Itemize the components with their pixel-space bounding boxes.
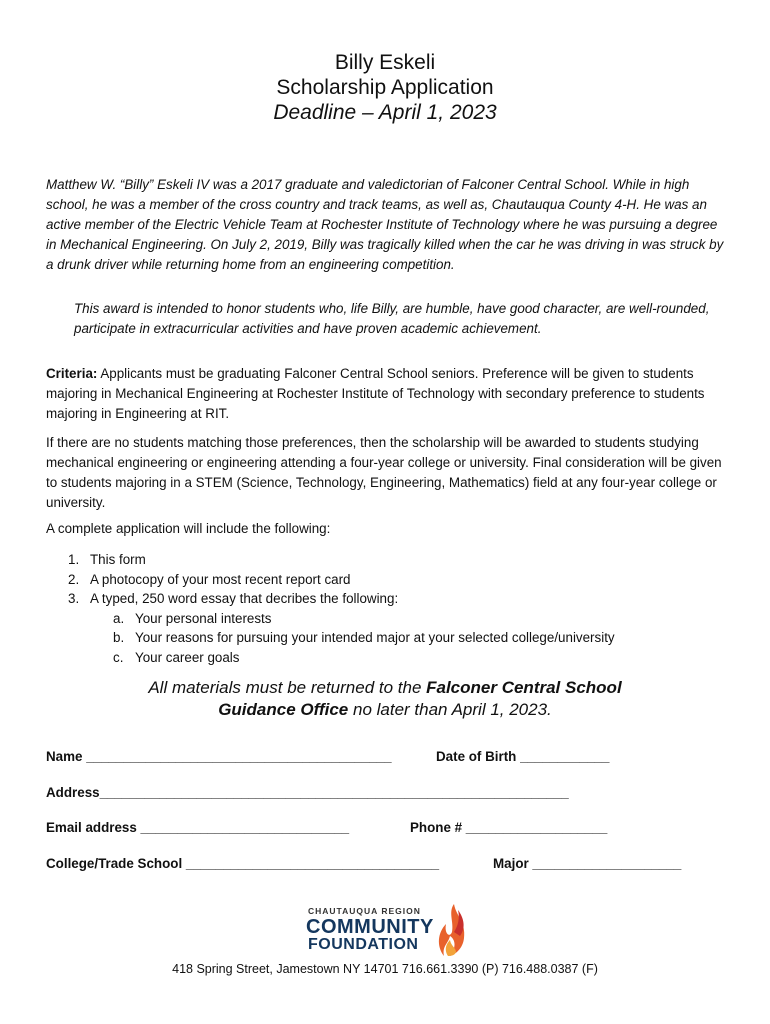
email-field[interactable]: Email address ____________________________ bbox=[46, 820, 350, 835]
sublist-text: Your reasons for pursuing your intended major at your selected college/university bbox=[135, 630, 615, 645]
criteria-paragraph bbox=[46, 364, 726, 424]
complete-intro: A complete application will include the following: bbox=[46, 521, 331, 536]
list-item bbox=[68, 550, 615, 570]
criteria-label: Criteria: bbox=[46, 366, 98, 381]
list-text: This form bbox=[90, 552, 146, 567]
award-paragraph: This award is intended to honor students who, life Billy, are humble, have good character, are well-rounded, participate in extracurricular activities and have proven academic achievement. bbox=[74, 301, 710, 336]
logo-foundation: FOUNDATION bbox=[308, 936, 419, 953]
notice-part2: no later than April 1, 2023. bbox=[348, 700, 552, 719]
notice-part1: All materials must be returned to the bbox=[148, 678, 427, 697]
sublist-letter: c. bbox=[113, 649, 124, 665]
sublist-item bbox=[68, 648, 615, 668]
sublist-letter: a. bbox=[113, 610, 125, 626]
return-notice bbox=[0, 677, 770, 721]
name-field[interactable]: Name _________________________________________ bbox=[46, 749, 392, 764]
requirements-list bbox=[68, 550, 615, 667]
sublist-text: Your career goals bbox=[135, 649, 240, 665]
header-deadline: Deadline – April 1, 2023 bbox=[273, 101, 497, 124]
header-title: Scholarship Application bbox=[276, 76, 494, 99]
sublist-item bbox=[68, 628, 615, 648]
notice-school: Falconer Central School bbox=[426, 678, 622, 697]
flame-icon bbox=[434, 902, 468, 958]
dob-field[interactable]: Date of Birth ____________ bbox=[436, 749, 610, 764]
list-number: 1. bbox=[68, 552, 80, 567]
preference-paragraph: If there are no students matching those preferences, then the scholarship will be awarded to students studying mechanical engineering or engineering attending a four-year college or university. Final consideration will be given to students majoring in a STEM (Science, Technology, Engineering, Mathematics) field at any four-year college or university. bbox=[46, 435, 722, 510]
list-number: 3. bbox=[68, 591, 80, 606]
sublist-letter: b. bbox=[113, 630, 125, 645]
header-name: Billy Eskeli bbox=[334, 51, 436, 74]
phone-field[interactable]: Phone # ___________________ bbox=[410, 820, 608, 835]
logo-region: CHAUTAUQUA REGION bbox=[308, 906, 421, 916]
major-field[interactable]: Major ____________________ bbox=[493, 856, 682, 871]
list-text: A photocopy of your most recent report card bbox=[90, 571, 351, 587]
logo-community: COMMUNITY bbox=[306, 916, 434, 938]
intro-paragraph: Matthew W. “Billy” Eskeli IV was a 2017 graduate and valedictorian of Falconer Central School. While in high school, he was a member of the cross country and track teams, as well as, Chautauqua County 4-H. He was an active member of the Electric Vehicle Team at Rochester Institute of Technology where he was pursuing a degree in Mechanical Engineering. On July 2, 2019, Billy was tragically killed when the car he was driving in was struck by a drunk driver while returning home from an engineering competition. bbox=[46, 177, 724, 272]
list-item bbox=[68, 589, 615, 609]
list-item bbox=[68, 570, 615, 590]
address-field[interactable]: Address_______________________________________________________________ bbox=[46, 785, 569, 800]
list-text: A typed, 250 word essay that decribes the following: bbox=[90, 591, 399, 606]
sublist-item bbox=[68, 609, 615, 629]
criteria-text: Applicants must be graduating Falconer Central School seniors. Preference will be given to students majoring in Mechanical Engineering at Rochester Institute of Technology with secondary preference to students majoring in Engineering at RIT. bbox=[46, 366, 705, 421]
sublist-text: Your personal interests bbox=[135, 610, 272, 626]
foundation-logo bbox=[306, 902, 471, 958]
notice-office: Guidance Office bbox=[218, 700, 349, 719]
college-field[interactable]: College/Trade School __________________________________ bbox=[46, 856, 440, 871]
footer-address: 418 Spring Street, Jamestown NY 14701 716.661.3390 (P) 716.488.0387 (F) bbox=[172, 962, 598, 976]
document-header bbox=[0, 50, 770, 125]
list-number: 2. bbox=[68, 571, 80, 587]
